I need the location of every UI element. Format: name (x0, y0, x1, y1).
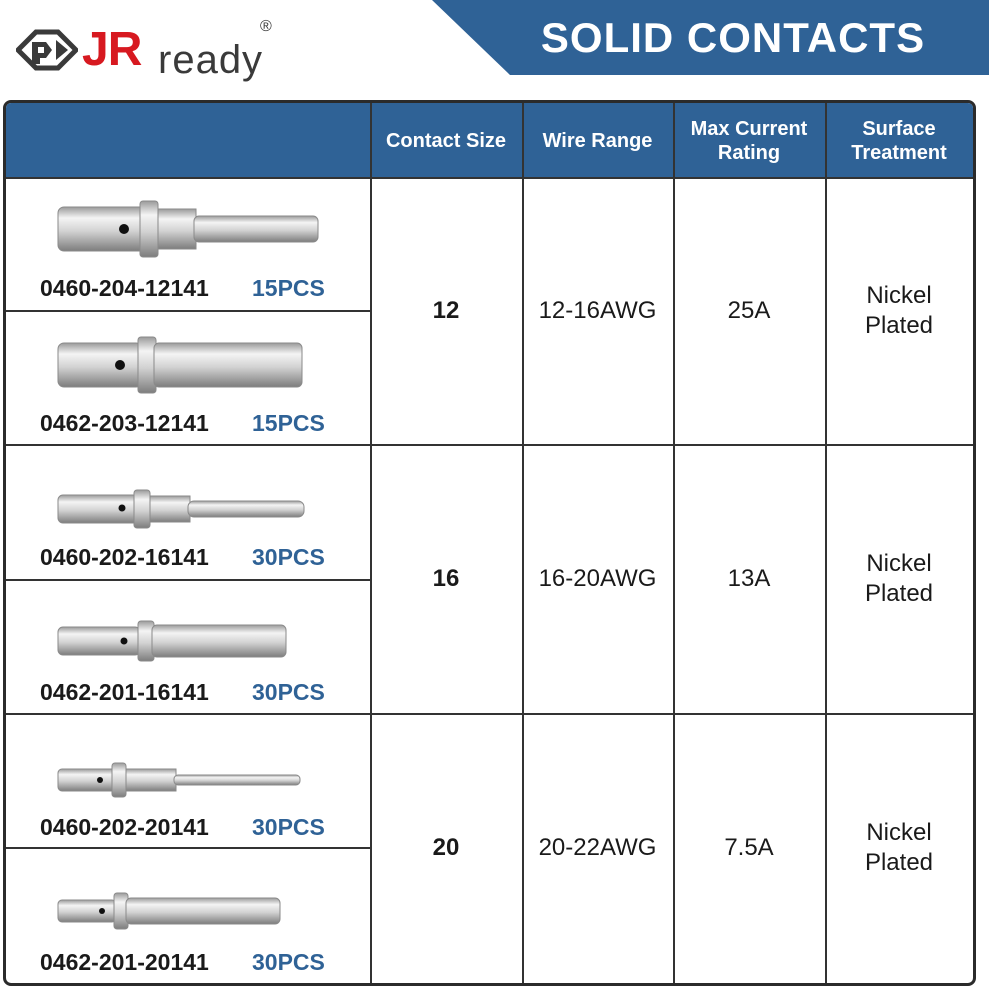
part-quantity: 30PCS (252, 679, 325, 705)
header-contact-size: Contact Size (385, 129, 507, 152)
wire-range-cell: 20-22AWG (538, 834, 657, 861)
row-divider (6, 579, 370, 581)
part-number: 0460-202-16141 (40, 544, 209, 570)
jr-ready-logo-mark-icon (16, 28, 78, 72)
contact-socket-16-icon (54, 620, 292, 662)
part-number: 0460-204-12141 (40, 275, 209, 301)
header-image-column (6, 103, 370, 178)
part-number: 0462-201-20141 (40, 949, 209, 975)
part-quantity: 30PCS (252, 814, 325, 840)
table-header (6, 103, 973, 178)
row-divider (6, 847, 370, 849)
part-number: 0460-202-20141 (40, 814, 209, 840)
part-quantity: 30PCS (252, 949, 325, 975)
contact-size-cell: 12 (432, 297, 460, 324)
part-quantity: 15PCS (252, 410, 325, 436)
surface-treatment-cell: Nickel Plated (864, 819, 934, 876)
max-current-cell: 7.5A (724, 834, 774, 861)
max-current-cell: 13A (727, 565, 771, 592)
spec-table (3, 100, 976, 986)
brand-logo (16, 18, 286, 84)
contact-pin-20-icon (54, 762, 304, 798)
column-divider (825, 103, 827, 986)
surface-treatment-cell: Nickel Plated (864, 282, 934, 339)
wire-range-cell: 16-20AWG (538, 565, 657, 592)
contact-socket-12-icon (54, 335, 309, 397)
header-surface-treatment: Surface Treatment (851, 117, 947, 164)
contact-size-cell: 16 (432, 565, 460, 592)
surface-treatment-cell: Nickel Plated (864, 550, 934, 607)
header-max-current: Max Current Rating (690, 117, 808, 164)
registered-mark: ® (260, 18, 272, 35)
page-title: SOLID CONTACTS (540, 13, 926, 61)
part-number: 0462-201-16141 (40, 679, 209, 705)
contact-socket-20-icon (54, 892, 286, 930)
brand-ready-text: ready (158, 38, 264, 82)
part-quantity: 30PCS (252, 544, 325, 570)
header-wire-range: Wire Range (542, 129, 653, 152)
contact-pin-12-icon (54, 199, 324, 261)
contact-size-cell: 20 (432, 834, 460, 861)
max-current-cell: 25A (727, 297, 771, 324)
part-number: 0462-203-12141 (40, 410, 209, 436)
wire-range-cell: 12-16AWG (538, 297, 657, 324)
row-divider (6, 310, 370, 312)
contact-pin-16-icon (54, 489, 308, 529)
brand-jr-text: JR (82, 23, 142, 76)
part-quantity: 15PCS (252, 275, 325, 301)
